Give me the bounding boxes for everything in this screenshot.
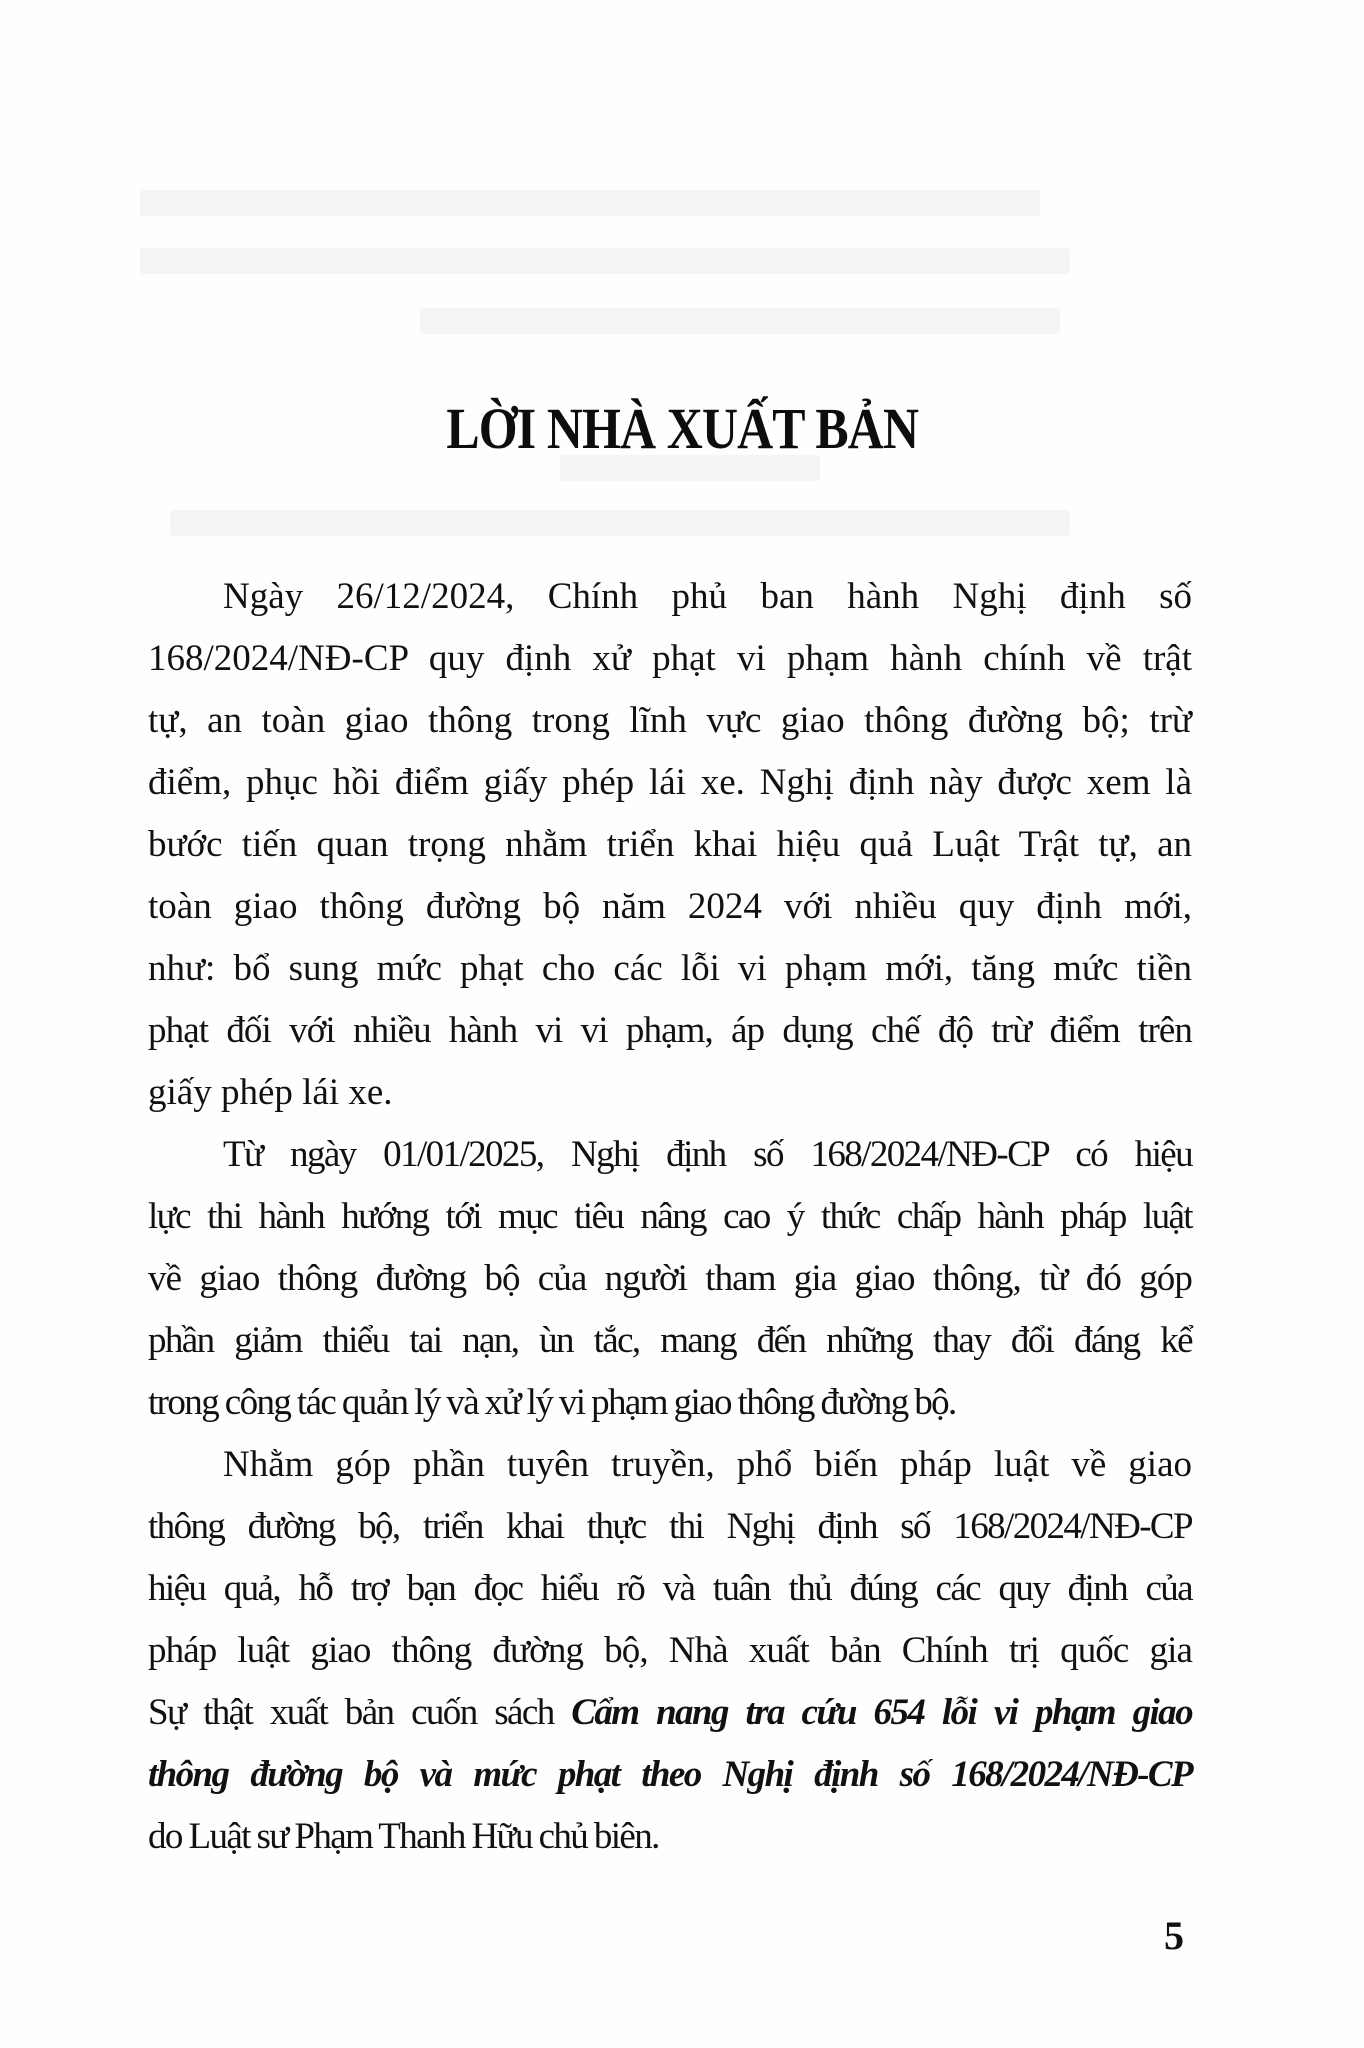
text-line: như: bổ sung mức phạt cho các lỗi vi phạm mới, tăng mức tiền [148,948,1192,989]
book-title-italic: thông đường bộ và mức phạt theo Nghị định số 168/2024/NĐ-CP [148,1754,1192,1795]
paragraph-3 [148,1434,1192,1868]
text-line: Ngày 26/12/2024, Chính phủ ban hành Nghị định số [223,576,1192,617]
text-line: 168/2024/NĐ-CP quy định xử phạt vi phạm hành chính về trật [148,638,1192,679]
text-line: Nhằm góp phần tuyên truyền, phổ biến pháp luật về giao [223,1444,1192,1485]
text-line [148,1682,1192,1744]
text-line: điểm, phục hồi điểm giấy phép lái xe. Nghị định này được xem là [148,762,1192,803]
text-line: thông đường bộ, triển khai thực thi Nghị định số 168/2024/NĐ-CP [148,1506,1192,1547]
show-through-line [170,510,1070,536]
paragraph-1 [148,566,1192,1124]
text-line: pháp luật giao thông đường bộ, Nhà xuất bản Chính trị quốc gia [148,1630,1192,1671]
page-title [0,397,1364,461]
show-through-line [420,308,1060,334]
page-number: 5 [1164,1913,1184,1958]
book-title-italic: Cẩm nang tra cứu 654 lỗi vi phạm giao [571,1692,1192,1733]
text-line: lực thi hành hướng tới mục tiêu nâng cao ý thức chấp hành pháp luật [148,1196,1192,1237]
text-plain: Sự thật xuất bản cuốn sách [148,1692,572,1733]
show-through-line [140,190,1040,216]
text-line: phạt đối với nhiều hành vi vi phạm, áp dụng chế độ trừ điểm trên [148,1010,1192,1051]
text-line: về giao thông đường bộ của người tham gia giao thông, từ đó góp [148,1258,1192,1299]
text-line: do Luật sư Phạm Thanh Hữu chủ biên. [148,1816,659,1857]
text-line: giấy phép lái xe. [148,1072,393,1113]
body-text [148,566,1192,1868]
show-through-line [140,248,1070,274]
page-title-text: LỜI NHÀ XUẤT BẢN [446,395,918,461]
paragraph-2 [148,1124,1192,1434]
text-line: tự, an toàn giao thông trong lĩnh vực giao thông đường bộ; trừ [148,700,1192,741]
text-line: hiệu quả, hỗ trợ bạn đọc hiểu rõ và tuân thủ đúng các quy định của [148,1568,1192,1609]
text-line: trong công tác quản lý và xử lý vi phạm giao thông đường bộ. [148,1382,956,1423]
text-line: bước tiến quan trọng nhằm triển khai hiệu quả Luật Trật tự, an [148,824,1192,865]
text-line: Từ ngày 01/01/2025, Nghị định số 168/2024/NĐ-CP có hiệu [223,1134,1192,1175]
text-line: toàn giao thông đường bộ năm 2024 với nhiều quy định mới, [148,886,1192,927]
text-line: phần giảm thiểu tai nạn, ùn tắc, mang đến những thay đổi đáng kể [148,1320,1192,1361]
